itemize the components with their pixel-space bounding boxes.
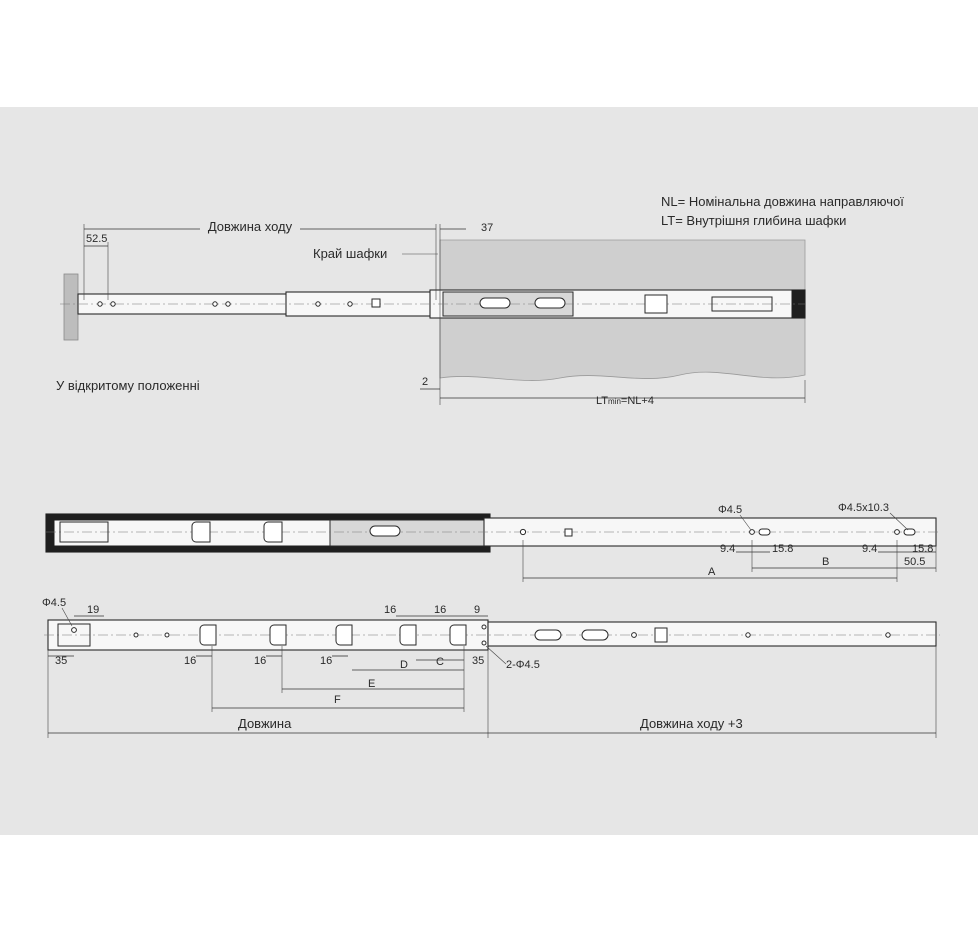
rail-hole [213, 302, 217, 306]
dim-e: E [368, 678, 376, 690]
dim-9-4-b: 9.4 [862, 543, 878, 555]
rail-slot [582, 630, 608, 640]
hole-phi-4-5 [72, 628, 77, 633]
rail-hole [316, 302, 320, 306]
rail-tab [565, 529, 572, 536]
rail-slot [480, 298, 510, 308]
hole-phi-4-5 [750, 530, 755, 535]
rail-slot [535, 630, 561, 640]
dim-d: D [400, 659, 408, 671]
mount-slot [270, 625, 286, 645]
ball-cage [330, 520, 488, 546]
dim-15-8-b: 15.8 [912, 543, 934, 555]
dim-f: F [334, 694, 341, 706]
slot-d-label: Φ4.5x10.3 [838, 502, 889, 514]
lt-label: LTmin=NL+4 [596, 395, 654, 407]
rail-hole [746, 633, 750, 637]
rail-hole [165, 633, 169, 637]
dim-16-top1: 16 [384, 604, 397, 616]
legend-lt: LT= Внутрішня глибина шафки [661, 213, 847, 228]
slot-hole [759, 529, 770, 535]
dim-35-left: 35 [55, 655, 68, 667]
dim-16-c: 16 [320, 655, 333, 667]
dim-35-right: 35 [472, 655, 485, 667]
drawer-front [64, 274, 78, 340]
mount-slot [264, 522, 282, 542]
mount-slot [400, 625, 416, 645]
dim-37: 37 [481, 222, 494, 234]
dim-9-4-a: 9.4 [720, 543, 736, 555]
rail-tab [372, 299, 380, 307]
cage-slot [370, 526, 400, 536]
dim-c: C [436, 656, 444, 668]
rail-hole [886, 633, 890, 637]
mount-slot [200, 625, 216, 645]
cabinet-edge-label: Край шафки [313, 246, 388, 261]
dim-2: 2 [422, 376, 429, 388]
dim-a: A [708, 566, 716, 578]
rear-hole [482, 641, 486, 645]
rail-hole [98, 302, 102, 306]
mount-slot [336, 625, 352, 645]
stroke-label: Довжина ходу [207, 219, 293, 234]
stroke-plus3-label: Довжина ходу +3 [640, 716, 743, 731]
rail-bracket [645, 295, 667, 313]
dim-15-8: 15.8 [772, 543, 794, 555]
open-state-label: У відкритому положенні [56, 378, 200, 393]
slot-phi-4-5x10-3 [904, 529, 915, 535]
dim-50-5: 50.5 [904, 556, 926, 568]
rail-slot [535, 298, 565, 308]
dim-9: 9 [474, 604, 481, 616]
rail-lock [655, 628, 667, 642]
legend-nl: NL= Номінальна довжина направляючої [661, 194, 904, 209]
dim-16-a: 16 [184, 655, 197, 667]
mount-slot [450, 625, 466, 645]
dim-b: B [822, 556, 830, 568]
holes-2: 2-Φ4.5 [506, 659, 540, 671]
rail-end [46, 514, 54, 552]
dim-19: 19 [87, 604, 100, 616]
hole [895, 530, 900, 535]
mount-slot [192, 522, 210, 542]
rail-hole [134, 633, 138, 637]
bottom-hole-d: Φ4.5 [42, 597, 67, 609]
rear-hole [482, 625, 486, 629]
dim-52-5: 52.5 [86, 233, 108, 245]
rail-top-edge [46, 514, 490, 520]
dim-16-top2: 16 [434, 604, 447, 616]
rail-hole [111, 302, 115, 306]
length-label: Довжина [238, 716, 292, 731]
rail-hole [520, 529, 525, 534]
hole-d-label: Φ4.5 [718, 504, 743, 516]
rail-bottom-edge [46, 546, 490, 552]
rail-hole [632, 633, 637, 638]
rail-hole [226, 302, 230, 306]
dim-16-b: 16 [254, 655, 267, 667]
rail-hole [348, 302, 352, 306]
